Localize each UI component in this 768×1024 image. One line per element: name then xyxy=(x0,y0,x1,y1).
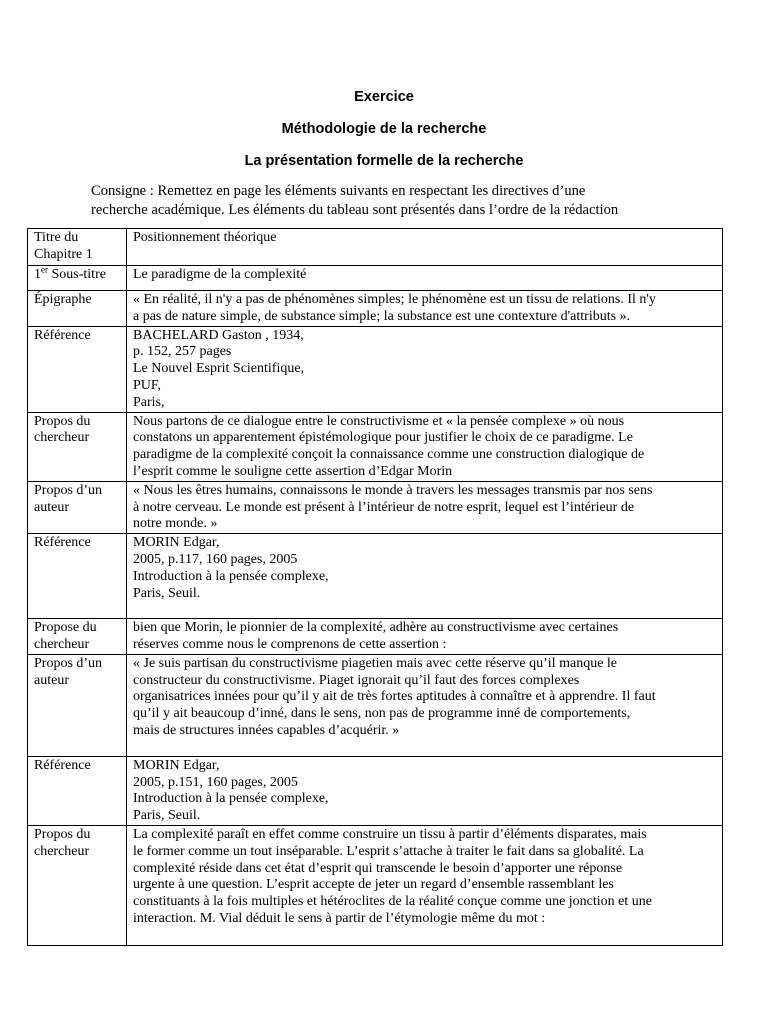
row-content-line: Nous partons de ce dialogue entre le constructivisme et « la pensée complexe » où nous xyxy=(133,413,625,429)
row-content-line: a pas de nature simple, de substance simple; la substance est une contexture d'attributs ». xyxy=(133,308,631,324)
row-content-line: constatons un apparentement épistémologique pour justifier le choix de ce paradigme. Le xyxy=(133,430,633,446)
row-label xyxy=(28,412,127,481)
row-content-line: Le Nouvel Esprit Scientifique, xyxy=(133,361,305,377)
exercise-title: Exercice xyxy=(354,89,414,105)
row-content-line: 2005, p.117, 160 pages, 2005 xyxy=(133,551,298,567)
row-content-line: organisatrices innées pour qu’il y ait de très fortes aptitudes à connaître et à apprendre. Il faut xyxy=(133,689,656,705)
row-content-line: interaction. M. Vial déduit le sens à partir de l’étymologie même du mot : xyxy=(133,910,546,926)
row-content-line: Le paradigme de la complexité xyxy=(133,267,307,282)
row-content-line: constituants à la fois multiples et hétéroclites de la réalité conçue comme une jonction et une xyxy=(133,894,652,910)
row-content-line: BACHELARD Gaston , 1934, xyxy=(133,327,304,343)
row-content-line: Introduction à la pensée complexe, xyxy=(133,791,329,807)
row-content-line: urgente à une question. L’esprit accepte de jeter un regard d’ensemble rassemblant les xyxy=(133,877,614,893)
row-content-line: « En réalité, il n'y a pas de phénomènes simples; le phénomène est un tissu de relations. Il n'y xyxy=(133,292,656,307)
row-content-line: PUF, xyxy=(133,377,162,393)
row-label xyxy=(28,291,127,327)
row-content-line: Positionnement théorique xyxy=(133,230,277,245)
row-content-line: MORIN Edgar, xyxy=(133,757,220,773)
table-row xyxy=(28,266,723,291)
row-label-line xyxy=(34,264,120,284)
row-content-line: le former comme un tout inséparable. L’esprit s’attache à traiter le fait dans sa globalité. La xyxy=(133,843,644,859)
table-row xyxy=(28,481,723,533)
row-content-line: à notre cerveau. Le monde est présent à l’intérieur de notre esprit, lequel est l’intérieur de xyxy=(133,499,635,515)
row-label-line: Épigraphe xyxy=(34,292,92,307)
row-label xyxy=(28,534,127,619)
row-label xyxy=(28,229,127,266)
table-row xyxy=(28,825,723,945)
row-label xyxy=(28,481,127,533)
table-row xyxy=(28,229,723,266)
row-content-line: mais de structures innées capables d’acquérir. » xyxy=(133,722,400,738)
row-content-line: complexité réside dans cet état d’esprit qui transcende le besoin d’apporter une réponse xyxy=(133,860,623,876)
row-content xyxy=(127,412,723,481)
row-label-line: Propos d’un xyxy=(34,655,103,671)
row-label-line: Titre du xyxy=(34,230,79,245)
row-label-line: Référence xyxy=(34,327,91,343)
row-label-line: Propos du xyxy=(34,413,91,429)
row-label xyxy=(28,654,127,756)
row-content xyxy=(127,619,723,655)
table-row xyxy=(28,619,723,655)
row-label-line: auteur xyxy=(34,672,69,688)
row-content-line: notre monde. » xyxy=(133,516,218,532)
row-content-line: MORIN Edgar, xyxy=(133,535,220,551)
instructions xyxy=(91,182,691,219)
row-content xyxy=(127,291,723,327)
row-content-line: Paris, xyxy=(133,394,165,410)
row-label xyxy=(28,266,127,291)
row-content xyxy=(127,229,723,266)
row-label-line: Référence xyxy=(34,535,91,551)
row-content xyxy=(127,266,723,291)
table-row xyxy=(28,326,723,412)
row-content-line: 2005, p.151, 160 pages, 2005 xyxy=(133,774,298,790)
row-content xyxy=(127,481,723,533)
row-label-line: auteur xyxy=(34,499,69,515)
row-content-line: p. 152, 257 pages xyxy=(133,344,232,360)
table-row xyxy=(28,534,723,619)
label-text: Sous-titre xyxy=(48,267,106,282)
table-row xyxy=(28,756,723,825)
row-label-line: Propos d’un xyxy=(34,482,103,498)
row-content-line: l’esprit comme le souligne cette assertion d’Edgar Morin xyxy=(133,463,453,479)
row-label-line: Propos du xyxy=(34,826,91,842)
label-superscript: er xyxy=(41,264,48,275)
row-content xyxy=(127,534,723,619)
row-content-line: réserves comme nous le comprenons de cette assertion : xyxy=(133,636,447,652)
row-content-line: Introduction à la pensée complexe, xyxy=(133,568,329,584)
row-content-line: La complexité paraît en effet comme construire un tissu à partir d’éléments disparates, mais xyxy=(133,826,647,842)
row-content-line: bien que Morin, le pionnier de la complexité, adhère au constructivisme avec certaines xyxy=(133,620,619,636)
document-table xyxy=(27,228,723,946)
label-number: 1 xyxy=(34,267,41,282)
row-content-line: « Je suis partisan du constructivisme piagetien mais avec cette réserve qu’il manque le xyxy=(133,655,618,671)
row-label-line: chercheur xyxy=(34,636,90,652)
row-label xyxy=(28,756,127,825)
row-content xyxy=(127,326,723,412)
row-content-line: paradigme de la complexité conçoit la connaissance comme une construction dialogique de xyxy=(133,447,645,463)
course-title: Méthodologie de la recherche xyxy=(281,121,487,137)
instructions-line: recherche académique. Les éléments du tableau sont présentés dans l’ordre de la rédaction xyxy=(91,201,619,218)
row-label-line: Propose du xyxy=(34,620,97,636)
row-label xyxy=(28,619,127,655)
row-label-line: chercheur xyxy=(34,430,90,446)
row-content-line: qu’il y ait beaucoup d’inné, dans le sens, non pas de programme inné de comportements, xyxy=(133,706,631,722)
row-content-line: Paris, Seuil. xyxy=(133,585,201,601)
section-title: La présentation formelle de la recherche xyxy=(244,153,524,169)
row-label-line: chercheur xyxy=(34,843,90,859)
row-content-line: Paris, Seuil. xyxy=(133,808,201,824)
row-content xyxy=(127,654,723,756)
row-label xyxy=(28,825,127,945)
row-label-line: Chapitre 1 xyxy=(34,246,93,262)
table-row xyxy=(28,291,723,327)
row-content-line: « Nous les êtres humains, connaissons le monde à travers les messages transmis par nos sens xyxy=(133,482,653,498)
table-row xyxy=(28,412,723,481)
row-content xyxy=(127,825,723,945)
table-row xyxy=(28,654,723,756)
row-label-line: Référence xyxy=(34,757,91,773)
row-label xyxy=(28,326,127,412)
row-content xyxy=(127,756,723,825)
row-content-line: constructeur du constructivisme. Piaget ignorait qu’il faut des forces complexes xyxy=(133,672,580,688)
instructions-line: Consigne : Remettez en page les éléments suivants en respectant les directives d’une xyxy=(91,183,586,199)
